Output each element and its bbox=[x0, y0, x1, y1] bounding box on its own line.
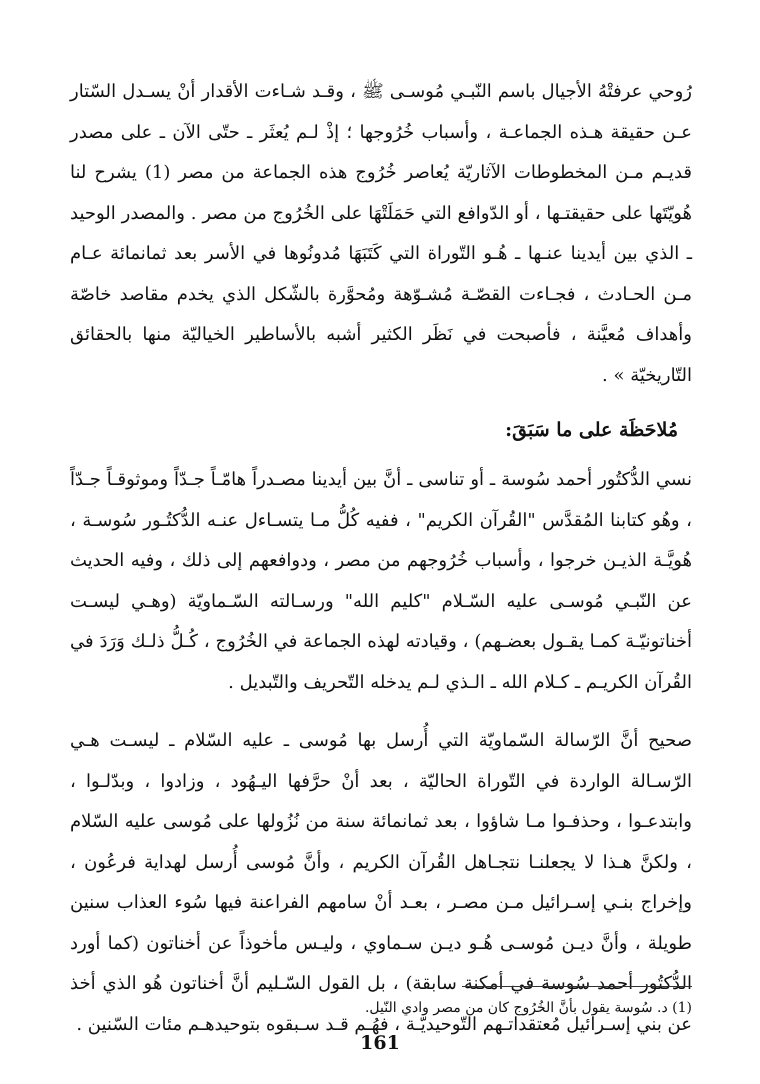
footnote: (1) د. سُوسة يقول بأنَّ الخُرُوج كان من مصر وادي النّيل. bbox=[364, 1000, 692, 1016]
page-body bbox=[70, 72, 692, 1045]
opening-paragraph: رُوحي عرفتْهُ الأجيال باسم النّبـي مُوسـى ﷺ ، وقـد شـاءت الأقدار أنْ يسـدل السّتار عـن حقيقة هـذه الجماعـة ، وأسباب خُرُوجها ؛ إذْ لـم يُعثَر ـ حتّى الآن ـ على مصدر قديـم مـن المخطوطات الآثاريّة يُعاصر خُرُوج هذه الجماعة من مصر (1) يشرح لنا هُويّتَها على حقيقتـها ، أو الدّوافع التي حَمَلَتْهَا على الخُرُوج من مصر . والمصدر الوحيد ـ الذي بين أيدينا عنـها ـ هُـو التّوراة التي كَتَبَهَا مُدونُوها في الأسر بعد ثمانمائة عـام مـن الحـادث ، فجـاءت القصّـة مُشـوّهة ومُحوَّرة بالشّكل الذي يخدم مقاصد خاصّة وأهداف مُعيَّنة ، فأصبحت في نَظَر الكثير أشبه بالأساطير الخياليّة منها بالحقائق التّاريخيّة » . bbox=[70, 81, 692, 386]
body-paragraph-2: صحيح أنَّ الرّسالة السّماويّة التي أُرسل بها مُوسى ـ عليه السّلام ـ ليسـت هـي الرّسـالة الواردة في التّوراة الحاليّة ، بعد أنْ حرَّفها اليـهُود ، وزادوا ، وبدّلـوا ، وابتدعـوا ، وحذفـوا مـا شاؤوا ، بعد ثمانمائة سنة من نُزُولها على مُوسى عليه السّلام ، ولكنَّ هـذا لا يجعلنـا نتجـاهل القُرآن الكريم ، وأنَّ مُوسى أُرسل لهداية فرعُون ، وإخراج بنـي إسـرائيل مـن مصـر ، بعـد أنْ سامهم الفراعنة فيها سُوء العذاب سنين طويلة ، وأنَّ ديـن مُوسـى هُـو ديـن سـماوي ، وليـس مأخوذاً عن أخناتون (كما أورد الدُّكتُور أحمد سُوسة في أمكنة سابقة) ، بل القول السّـليم أنَّ أخناتون هُو الذي أخذ عن بني إسـرائيل مُعتقداتـهم التّوحيديّـة ، فهُـم قـد سـبقوه بتوحيدهـم مئات السّنين . bbox=[70, 730, 692, 1035]
footnote-divider bbox=[462, 986, 692, 987]
body-paragraph-1: نسي الدُّكتُور أحمد سُوسة ـ أو تناسى ـ أنَّ بين أيدينا مصـدراً هامّـاً جـدّاً وموثوقـاً جـدّاً ، وهُو كتابنا المُقدَّس "القُرآن الكريم" ، ففيه كُلُّ مـا يتسـاءل عنـه الدُّكتُـور سُوسـة ، هُويَّـة الذيـن خرجوا ، وأسباب خُرُوجهم من مصر ، ودوافعهم إلى ذلك ، وفيه الحديث عن النّبـي مُوسـى عليه السّـلام "كليم الله" ورسـالته السّـماويّة (وهـي ليسـت أخناتونيّـة كمـا يقـول بعضـهم) ، وقيادته لهذه الجماعة في الخُرُوج ، كُـلُّ ذلـك وَرَدَ في القُرآن الكريـم ـ كـلام الله ـ الـذي لـم يدخله التّحريف والتّبديل . bbox=[70, 469, 692, 693]
section-heading: مُلاحَظَة على ما سَبَقَ: bbox=[505, 419, 678, 441]
page-number: 161 bbox=[360, 1032, 400, 1054]
